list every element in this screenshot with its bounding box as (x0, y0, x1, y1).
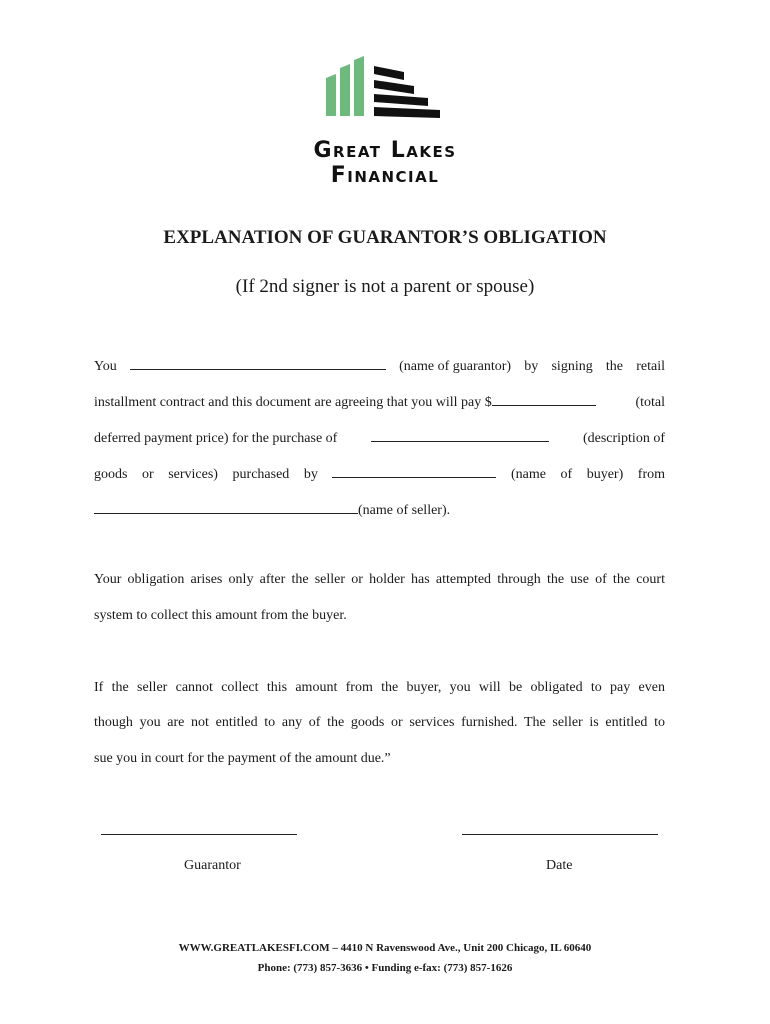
document-subtitle: (If 2nd signer is not a parent or spouse) (235, 276, 535, 297)
word-retail: retail (636, 359, 665, 374)
buyer-name-field[interactable] (332, 465, 496, 478)
logo-bar-1 (326, 74, 336, 116)
document-title: EXPLANATION OF GUARANTOR’S OBLIGATION (163, 227, 607, 248)
description-hint: (description of (582, 431, 665, 446)
logo-name-line1: Great Lakes (313, 138, 457, 163)
word-name: (name (510, 467, 546, 482)
guarantor-label: Guarantor (184, 858, 241, 873)
total-hint: (total (635, 395, 665, 410)
form-line-3 (94, 429, 665, 447)
word-from: from (637, 467, 665, 482)
form-line-1 (94, 357, 665, 375)
footer-address: WWW.GREATLAKESFI.COM – 4410 N Ravenswood Ave., Unit 200 Chicago, IL 60640 (178, 942, 592, 954)
date-signature-line[interactable] (462, 834, 658, 835)
installment-text: installment contract and this document are agreeing that you will pay $ (94, 395, 492, 410)
form-line-5 (94, 501, 665, 519)
word-or: or (142, 467, 154, 482)
great-lakes-logo-icon (320, 52, 444, 124)
obligation-paragraph-line-2: system to collect this amount from the buyer. (94, 608, 347, 623)
collection-paragraph-line-2: though you are not entitled to any of the goods or services furnished. The seller is entitled to (94, 715, 665, 730)
guarantor-signature-line[interactable] (101, 834, 297, 835)
word-services: services) (168, 467, 218, 482)
logo-bar-3 (354, 56, 364, 116)
collection-paragraph-line-1: If the seller cannot collect this amount from the buyer, you will be obligated to pay even (94, 680, 665, 695)
guarantor-name-field[interactable] (130, 357, 386, 370)
footer-phone: Phone: (773) 857-3636 • Funding e-fax: (773) 857-1626 (257, 962, 513, 974)
seller-hint: (name of seller). (358, 503, 451, 518)
logo-step-3 (374, 94, 428, 106)
logo-step-4 (374, 107, 440, 118)
word-of: of (560, 467, 573, 482)
deferred-price-text: deferred payment price) for the purchase of (94, 431, 338, 446)
word-buyer: buyer) (586, 467, 624, 482)
you-label: You (94, 359, 117, 374)
total-amount-field[interactable] (492, 393, 596, 406)
goods-description-field[interactable] (371, 429, 549, 442)
logo-bar-2 (340, 64, 350, 116)
logo-name-line2: Financial (330, 163, 440, 188)
word-purchased: purchased (232, 467, 290, 482)
form-line-2 (94, 393, 665, 411)
seller-name-field[interactable] (94, 501, 358, 514)
word-by: by (524, 359, 539, 374)
obligation-paragraph-line-1: Your obligation arises only after the seller or holder has attempted through the use of the court (94, 572, 665, 587)
collection-paragraph-line-3: sue you in court for the payment of the amount due.” (94, 751, 391, 766)
logo-step-2 (374, 80, 414, 94)
word-goods: goods (94, 467, 128, 482)
date-label: Date (546, 858, 573, 873)
word-the: the (605, 359, 624, 374)
form-line-4 (94, 465, 665, 483)
guarantor-name-hint: (name of guarantor) (399, 359, 512, 374)
word-by-2: by (303, 467, 318, 482)
logo-step-1 (374, 66, 404, 80)
word-signing: signing (551, 359, 593, 374)
